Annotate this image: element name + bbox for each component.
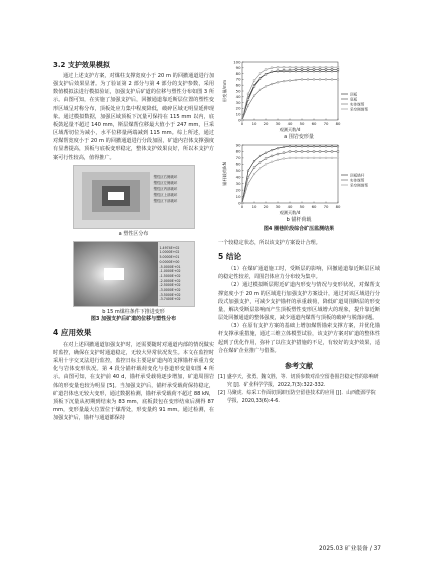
data-point [259, 162, 261, 164]
y-tick-label: 90 [235, 65, 241, 71]
y-tick-label: 20 [235, 187, 241, 193]
data-point [337, 145, 339, 147]
data-point [271, 71, 273, 73]
data-point [265, 69, 267, 71]
data-point [265, 163, 267, 165]
data-point [259, 73, 261, 75]
data-point [319, 79, 321, 81]
data-point [301, 69, 303, 71]
x-tick-label: 0 [240, 121, 244, 126]
legend-entry: 塑性区左侧破坏 [153, 180, 178, 185]
x-tick-label: 70 [323, 121, 329, 126]
conclusion-3: （3）在原有支护方案的基础上增加煤帮锚索支撑方案，并优化锚杆支撑承重措施，通过三维立体模型试验，该支护方案对矿道的整体性起到了优化作用，弥补了以往支护措施的不足，有较好的支护效果，适合在煤矿企业推广与借鉴。 [218, 323, 380, 354]
data-point [325, 69, 327, 71]
data-point [331, 69, 333, 71]
series-line [242, 146, 338, 203]
data-point [319, 157, 321, 159]
data-point [247, 93, 249, 95]
y-tick-label: 60 [235, 82, 241, 88]
scale-tick-label: -1.5000E+02 [159, 273, 181, 278]
data-point [289, 157, 291, 159]
data-point [337, 157, 339, 159]
x-tick-label: 30 [275, 204, 281, 209]
data-point [253, 80, 255, 82]
data-point [331, 157, 333, 159]
data-point [253, 95, 255, 97]
data-point [307, 70, 309, 72]
data-point [271, 67, 273, 69]
data-point [301, 70, 303, 72]
data-point [301, 79, 303, 81]
x-tick-label: 60 [311, 204, 317, 209]
data-point [283, 152, 285, 154]
series-line [242, 71, 338, 120]
data-point [313, 66, 315, 68]
deformation-line-chart [218, 58, 380, 134]
plastic-zone-legend [154, 174, 194, 204]
data-point [301, 157, 303, 159]
scale-tick-label: -3.5000E+02 [159, 292, 181, 297]
data-point [247, 183, 249, 185]
data-point [283, 158, 285, 160]
reference-text: 盛亭天，张勇，魏文胜，等．切顶参数对沿空留巷围岩稳定性的影响研究 [J]．矿业科学学报，2022,7(3):322-332. [226, 373, 379, 388]
data-point [283, 80, 285, 82]
y-tick-label: 40 [235, 94, 241, 100]
scale-tick-label: 1.0000E+02 [159, 250, 180, 255]
x-tick-label: 60 [311, 121, 317, 126]
data-point [337, 69, 339, 71]
data-point [313, 157, 315, 159]
data-point [277, 159, 279, 161]
x-tick-label: 30 [275, 121, 281, 126]
reference-text: 马聚虎．综采工作面切顶卸压防空留巷技术的应用 [J]．山西能源学院学报，2020,33(6):4-6. [226, 389, 376, 404]
y-tick-label: 10 [235, 193, 241, 199]
data-point [253, 173, 255, 175]
legend-label: 采空侧煤帮 [350, 107, 368, 112]
legend-entry: 塑性区右侧破坏 [153, 174, 178, 179]
y-tick-label: 0 [238, 117, 241, 123]
scale-tick-label: -2.5000E+02 [159, 283, 181, 288]
data-point [271, 155, 273, 157]
data-point [319, 151, 321, 153]
scale-tick-label: -2.0000E+02 [159, 278, 181, 283]
legend-label: 顶板锚杆 [350, 173, 365, 178]
data-point [253, 167, 255, 169]
data-point [295, 69, 297, 71]
scale-tick-label: 5.0000E+01 [159, 255, 180, 260]
data-point [319, 69, 321, 71]
x-axis-label: 观测天数/d [279, 127, 301, 132]
scale-tick-label: -3.7400E+02 [159, 297, 181, 302]
data-point [271, 83, 273, 85]
data-point [277, 147, 279, 149]
data-point [307, 151, 309, 153]
data-point [295, 79, 297, 81]
data-point [241, 119, 243, 121]
data-point [247, 176, 249, 178]
data-point [313, 69, 315, 71]
data-point [325, 79, 327, 81]
data-point [301, 66, 303, 68]
data-point [289, 66, 291, 68]
data-point [325, 145, 327, 147]
data-point [313, 79, 315, 81]
y-tick-label: 30 [235, 180, 241, 186]
y-tick-label: 50 [235, 88, 241, 94]
data-point [295, 145, 297, 147]
section-4-paragraph: 在对上述回撤通道加强支护时，还需要随时对通道内部的情况做实时监控，确保在支护时通道稳定，无较大异常状况发生。本文在监控时采用十字交叉法进行监控，监控日标主要是矿道内的支撑锚杆承重力变化与岩体变形状况。第 4 段分锚杆载荷变化与巷道形变量如图 4 所示。由图可知，在支护前 40 d，锚杆承受载荷逐步增加，矿道周围岩体的形变量也较为明显 [5]。当加强支护后，锚杆承受载荷保持稳定，矿道岩体也无较大变形，通过数据检测，锚杆承受载荷不超过 88 kN，顶板下沉量从初期到结束为 83 mm，底板鼓包在变形结束后测得 87 mm，变形量最大位置位于煤帮处，形变量约 91 mm。通过检测，在加强支护后，锚杆与通道都保持 [53, 341, 214, 422]
scale-tick-label: -5.0000E+01 [159, 264, 181, 269]
x-tick-label: 70 [323, 204, 329, 209]
data-point [301, 151, 303, 153]
data-point [337, 79, 339, 81]
x-tick-label: 20 [263, 121, 269, 126]
continued-paragraph: 一个较稳定状态，所以该支护方案设计合理。 [218, 240, 321, 246]
data-point [295, 157, 297, 159]
scale-tick-label: -3.0000E+02 [159, 288, 181, 293]
legend-label: 顶板 [350, 92, 358, 97]
data-point [289, 151, 291, 153]
section-4-heading: 4 应用效果 [53, 327, 92, 337]
data-point [307, 157, 309, 159]
y-axis-label: 形变量/mm [222, 79, 227, 103]
conclusion-2: （2）通过模拟断层附近矿道内形变与情况与变形状况，对煤帮支撑宽度小于 20 m 的区域进行加强支护方案设计，通过对该区域进行分段式加强支护，可减少支护锚杆的承重载荷，降低矿道周围断层的形变量，解决受断层影响而产生顶板塑性变形区域增大的现象，提升靠近断层处回撤通道的整体强度，减少通道内煤帮与顶板的破碎与脱落问题。 [218, 282, 380, 322]
data-point [289, 80, 291, 82]
y-tick-label: 0 [238, 200, 241, 206]
reference-number: [1] [218, 373, 225, 380]
plot-frame [242, 145, 338, 203]
figure-4-caption: 图4 圈巷阶段综合矿压监测结果 [263, 226, 335, 232]
data-point [253, 85, 255, 87]
data-point [283, 66, 285, 68]
data-point [331, 79, 333, 81]
data-point [325, 157, 327, 159]
data-point [271, 161, 273, 163]
data-point [325, 151, 327, 153]
figure-4a-chart [218, 58, 380, 134]
data-point [313, 145, 315, 147]
data-point [307, 79, 309, 81]
figure-4b-chart [218, 141, 380, 217]
data-point [259, 89, 261, 91]
legend-label: 实体煤帮 [350, 178, 365, 183]
data-point [331, 145, 333, 147]
data-point [325, 66, 327, 68]
figure-3a-caption: a 塑性区分布 [118, 230, 149, 237]
legend-entry: 塑性区内部破坏 [153, 186, 178, 191]
page-footer: 2025.03 矿业装备 / 37 [318, 546, 381, 552]
data-point [265, 73, 267, 75]
data-point [241, 202, 243, 204]
data-point [319, 145, 321, 147]
right-column [218, 58, 380, 405]
x-tick-label: 10 [251, 121, 257, 126]
scale-tick-label: 0.0000E+00 [159, 259, 180, 264]
section-3-2-paragraph: 通过上述支护方案，对煤柱支撑宽度小于 20 m 的回撤通道进行加强支护后效果显著。为了验证第 2 部分与第 4 部分的支护参数，采用数值模拟法进行模拟验证，加强支护后矿道的位移与塑性分布如图 3 所示。由图可知，在实施了加强支护后，回撤通道靠近斯层位置的塑性变形区域呈对称分布，顶板处应力集中程度降低，破碎区域无明显延伸现象。通过模拟数据，加强区域顶板下沉量可保持在 115 mm 以内，底板鼓起量不超过 140 mm，斯层煤帮位移最大值小于 247 mm，巨采区域帮切位为减小，水平位移量两端减到 115 mm。综上所述，通过对煤帮宽度小于 20 m 的回撤通道进行分段加固，矿道内岩体支撑强度有显著提高，顶板与底板变形稳定，整体支护效果良好，所以本支护方案可行性较高，值得推广。 [53, 73, 214, 161]
y-axis-label: 锚杆载荷/kN [222, 162, 227, 186]
data-point [247, 105, 249, 107]
series-line [242, 70, 338, 120]
series-line [242, 158, 338, 203]
reference-number: [2] [218, 389, 225, 396]
data-point [271, 149, 273, 151]
x-tick-label: 80 [335, 204, 341, 209]
section-5-heading: 5 结论 [218, 252, 242, 262]
y-tick-label: 80 [235, 70, 241, 76]
y-tick-label: 80 [235, 148, 241, 154]
data-point [277, 66, 279, 68]
data-point [313, 70, 315, 72]
y-tick-label: 30 [235, 99, 241, 105]
left-column [53, 58, 214, 422]
x-tick-label: 20 [263, 204, 269, 209]
y-tick-label: 60 [235, 161, 241, 167]
data-point [337, 70, 339, 72]
figure-4a-caption: a 围岩变形量 [284, 134, 314, 140]
data-point [277, 153, 279, 155]
data-point [331, 66, 333, 68]
data-point [337, 66, 339, 68]
scale-tick-label: 1.4974E+02 [159, 245, 180, 250]
data-point [253, 160, 255, 162]
data-point [319, 66, 321, 68]
data-point [301, 145, 303, 147]
data-point [277, 81, 279, 83]
x-tick-label: 0 [240, 204, 244, 209]
series-line [242, 79, 338, 120]
data-point [265, 85, 267, 87]
legend-entry: 塑性区下部破坏 [153, 198, 178, 203]
x-tick-label: 50 [299, 204, 305, 209]
y-tick-label: 70 [235, 76, 241, 82]
data-point [307, 69, 309, 71]
y-tick-label: 50 [235, 168, 241, 174]
data-point [247, 170, 249, 172]
data-point [289, 145, 291, 147]
references-heading: 参考文献 [285, 361, 313, 370]
data-point [295, 66, 297, 68]
legend-label: 实体煤帮 [350, 102, 365, 107]
data-point [295, 151, 297, 153]
conclusion-1: （1）在煤矿通道施工时，受断层的影响，回撤通道靠近断层区域的稳定性较差，周围岩体应力分布较为集中。 [218, 266, 380, 281]
section-3-2-heading: 3.2 支护效果模拟 [53, 61, 110, 69]
data-point [307, 145, 309, 147]
x-tick-label: 50 [299, 121, 305, 126]
y-tick-label: 100 [233, 59, 241, 65]
x-tick-label: 40 [287, 204, 293, 209]
figure-4b-caption: b 锚杆荷载 [286, 217, 312, 223]
data-point [283, 146, 285, 148]
reference-item [218, 389, 380, 405]
data-point [265, 152, 267, 154]
scale-tick-label: -1.0000E+02 [159, 269, 181, 274]
data-point [277, 70, 279, 72]
figure-3b-caption: b 15 m煤柱条件下推进变形 [102, 308, 165, 315]
legend-label: 底板 [350, 97, 358, 102]
x-tick-label: 80 [335, 121, 341, 126]
data-point [337, 151, 339, 153]
x-tick-label: 10 [251, 204, 257, 209]
data-point [307, 66, 309, 68]
legend-entry: 塑性区上部破坏 [153, 192, 178, 197]
reference-item [218, 373, 380, 389]
y-tick-label: 70 [235, 155, 241, 161]
data-point [259, 78, 261, 80]
data-point [259, 155, 261, 157]
data-point [295, 70, 297, 72]
y-tick-label: 10 [235, 111, 241, 117]
data-point [319, 70, 321, 72]
figure-3-caption: 图3 加强支护后矿道的位移与塑性分布 [90, 315, 177, 322]
data-point [313, 151, 315, 153]
data-point [289, 69, 291, 71]
data-point [265, 158, 267, 160]
data-point [325, 70, 327, 72]
displacement-color-scale [160, 246, 194, 302]
data-point [247, 99, 249, 101]
data-point [331, 151, 333, 153]
y-tick-label: 20 [235, 105, 241, 111]
legend-label: 采空侧煤帮 [350, 183, 368, 188]
x-tick-label: 40 [287, 121, 293, 126]
x-axis-label: 观测天数/d [279, 210, 301, 215]
data-point [331, 70, 333, 72]
figure-3a-plastic-zone [73, 165, 195, 229]
figure-3b-displacement [73, 241, 195, 307]
bolt-load-line-chart [218, 141, 380, 217]
y-tick-label: 40 [235, 174, 241, 180]
data-point [259, 167, 261, 169]
data-point [283, 69, 285, 71]
y-tick-label: 90 [235, 142, 241, 148]
